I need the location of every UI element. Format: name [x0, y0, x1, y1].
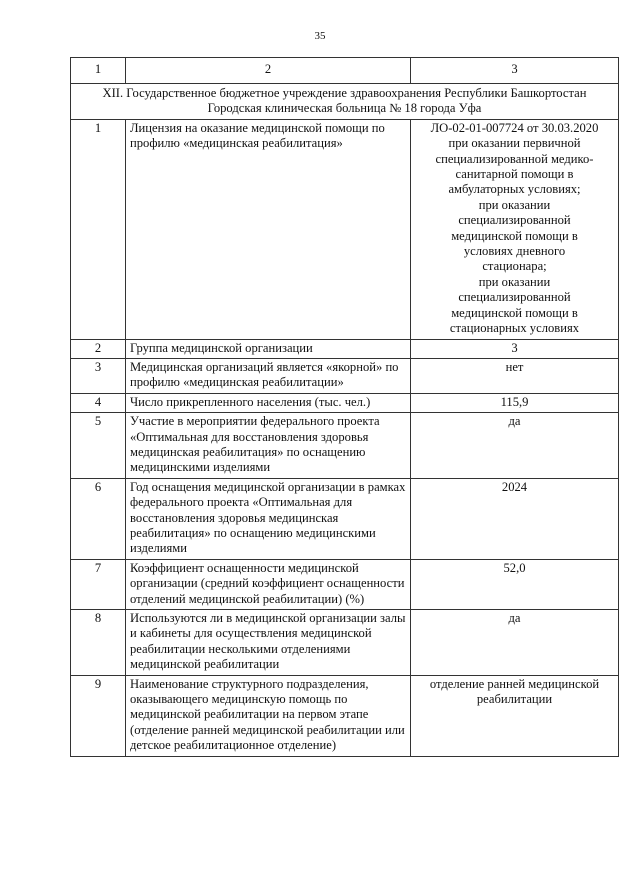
- row-value: да: [411, 413, 619, 479]
- row-value: отделение ранней медицинской реабилитации: [411, 675, 619, 756]
- value-line: санитарной помощи в: [455, 167, 574, 182]
- row-value: 115,9: [411, 393, 619, 412]
- row-value: 2024: [411, 478, 619, 559]
- row-name: Лицензия на оказание медицинской помощи по профилю «медицинская реабилитация»: [126, 119, 411, 339]
- row-number: 7: [71, 559, 126, 609]
- row-number: 3: [71, 358, 126, 393]
- value-line: амбулаторных условиях;: [448, 182, 581, 197]
- value-line: стационарных условиях: [449, 321, 580, 336]
- table-header-row: [71, 58, 619, 84]
- page-number: 35: [314, 30, 326, 42]
- table-row: [71, 610, 619, 676]
- value-line: специализированной: [458, 290, 571, 305]
- row-name: Число прикрепленного населения (тыс. чел.): [126, 393, 411, 412]
- row-name: Коэффициент оснащенности медицинской организации (средний коэффициент оснащенности отделений медицинской реабилитации) (%): [126, 559, 411, 609]
- table-row: [71, 559, 619, 609]
- value-line: при оказании: [478, 197, 551, 212]
- row-number: 6: [71, 478, 126, 559]
- value-line: медицинской помощи в: [451, 228, 578, 243]
- header-col-2: 2: [126, 58, 411, 84]
- value-line: условиях дневного: [463, 244, 566, 259]
- section-title-row: [71, 84, 619, 120]
- value-line: специализированной: [458, 213, 571, 228]
- row-value: 52,0: [411, 559, 619, 609]
- row-name: Группа медицинской организации: [126, 339, 411, 358]
- table-row: [71, 413, 619, 479]
- row-number: 1: [71, 119, 126, 339]
- value-line: стационара;: [482, 259, 547, 274]
- row-number: 8: [71, 610, 126, 676]
- rehabilitation-table: [70, 57, 619, 757]
- row-number: 5: [71, 413, 126, 479]
- value-line: ЛО-02-01-007724 от 30.03.2020: [430, 120, 599, 135]
- row-value: нет: [411, 358, 619, 393]
- table-row: [71, 393, 619, 412]
- header-col-3: 3: [411, 58, 619, 84]
- table-row: [71, 358, 619, 393]
- table-row: [71, 119, 619, 339]
- row-number: 9: [71, 675, 126, 756]
- row-value: [411, 119, 619, 339]
- row-number: 2: [71, 339, 126, 358]
- value-line: медицинской помощи в: [451, 305, 578, 320]
- row-name: Наименование структурного подразделения, оказывающего медицинскую помощь по медицинской реабилитации на первом этапе (отделение ранней медицинской реабилитации или детское реабилитационное отделение): [126, 675, 411, 756]
- value-line: при оказании: [478, 274, 551, 289]
- value-line: при оказании первичной: [448, 136, 581, 151]
- value-line: специализированной медико-: [435, 151, 594, 166]
- section-title: XII. Государственное бюджетное учреждение здравоохранения Республики Башкортостан Городская клиническая больница № 18 города Уфа: [71, 84, 619, 120]
- row-name: Используются ли в медицинской организации залы и кабинеты для осуществления медицинской реабилитации несколькими отделениями медицинской реабилитации: [126, 610, 411, 676]
- row-value: да: [411, 610, 619, 676]
- table-row: [71, 675, 619, 756]
- table-row: [71, 339, 619, 358]
- row-number: 4: [71, 393, 126, 412]
- row-name: Медицинская организаций является «якорной» по профилю «медицинская реабилитации»: [126, 358, 411, 393]
- row-name: Год оснащения медицинской организации в рамках федерального проекта «Оптимальная для восстановления здоровья медицинская реабилитация» по оснащению медицинскими изделиями: [126, 478, 411, 559]
- header-col-1: 1: [71, 58, 126, 84]
- row-name: Участие в мероприятии федерального проекта «Оптимальная для восстановления здоровья медицинская реабилитация» по оснащению медицинскими изделиями: [126, 413, 411, 479]
- table-row: [71, 478, 619, 559]
- row-value: 3: [411, 339, 619, 358]
